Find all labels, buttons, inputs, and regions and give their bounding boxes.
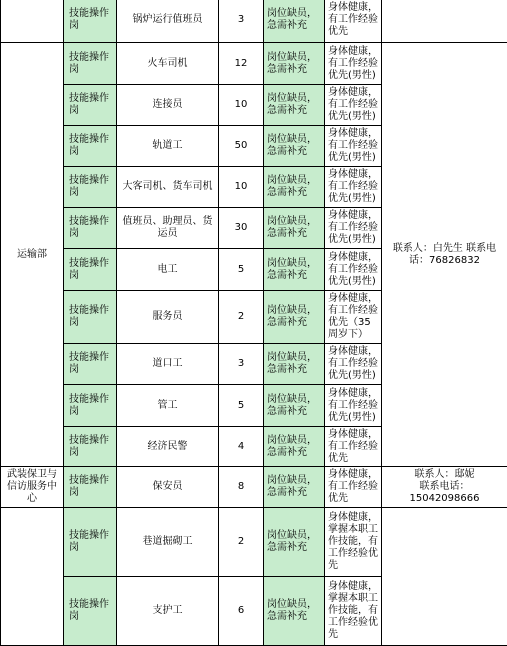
requirement-cell: 身体健康，掌握本职工作技能，有工作经验优先 xyxy=(325,508,382,577)
requirement-cell: 身体健康，有工作经验优先(男性) xyxy=(325,85,382,126)
department-cell xyxy=(1,508,64,646)
position-cell: 电工 xyxy=(117,249,219,291)
position-cell: 保安员 xyxy=(117,467,219,508)
requirement-cell: 身体健康，有工作经验优先(男性) xyxy=(325,385,382,427)
requirement-cell: 身体健康，有工作经验优先 xyxy=(325,427,382,467)
count-cell: 4 xyxy=(219,427,264,467)
count-cell: 3 xyxy=(219,0,264,43)
position-cell: 连接员 xyxy=(117,85,219,126)
contact-phone-label: 联系电话： xyxy=(384,481,505,493)
job-type-cell: 技能操作岗 xyxy=(64,249,117,291)
table-row xyxy=(1,43,507,85)
requirement-cell: 身体健康，有工作经验优先（35周岁下） xyxy=(325,291,382,344)
count-cell: 8 xyxy=(219,467,264,508)
job-type-cell: 技能操作岗 xyxy=(64,0,117,43)
table-row xyxy=(1,0,507,43)
position-cell: 轨道工 xyxy=(117,126,219,167)
count-cell: 50 xyxy=(219,126,264,167)
count-cell: 2 xyxy=(219,291,264,344)
requirement-cell: 身体健康，有工作经验优先(男性) xyxy=(325,167,382,208)
count-cell: 6 xyxy=(219,577,264,646)
job-type-cell: 技能操作岗 xyxy=(64,577,117,646)
contact-cell xyxy=(382,508,507,646)
requirement-cell: 身体健康，掌握本职工作技能，有工作经验优先 xyxy=(325,577,382,646)
requirement-cell: 身体健康，有工作经验优先 xyxy=(325,0,382,43)
job-type-cell: 技能操作岗 xyxy=(64,208,117,249)
condition-cell: 岗位缺员，急需补充 xyxy=(264,291,325,344)
position-cell: 火车司机 xyxy=(117,43,219,85)
requirement-cell: 身体健康，有工作经验优先(男性) xyxy=(325,43,382,85)
job-type-cell: 技能操作岗 xyxy=(64,291,117,344)
condition-cell: 岗位缺员，急需补充 xyxy=(264,167,325,208)
job-type-cell: 技能操作岗 xyxy=(64,85,117,126)
department-cell: 武装保卫与信访服务中心 xyxy=(1,467,64,508)
condition-cell: 岗位缺员，急需补充 xyxy=(264,508,325,577)
condition-cell: 岗位缺员，急需补充 xyxy=(264,208,325,249)
count-cell: 10 xyxy=(219,167,264,208)
contact-cell xyxy=(382,467,507,508)
position-cell: 经济民警 xyxy=(117,427,219,467)
job-type-cell: 技能操作岗 xyxy=(64,344,117,385)
count-cell: 5 xyxy=(219,385,264,427)
position-cell: 巷道掘砌工 xyxy=(117,508,219,577)
condition-cell: 岗位缺员，急需补充 xyxy=(264,43,325,85)
condition-cell: 岗位缺员，急需补充 xyxy=(264,249,325,291)
contact-name: 联系人：邸妮 xyxy=(384,469,505,481)
job-type-cell: 技能操作岗 xyxy=(64,508,117,577)
job-type-cell: 技能操作岗 xyxy=(64,427,117,467)
position-cell: 道口工 xyxy=(117,344,219,385)
requirement-cell: 身体健康，有工作经验优先 xyxy=(325,467,382,508)
requirement-cell: 身体健康，有工作经验优先(男性) xyxy=(325,344,382,385)
count-cell: 12 xyxy=(219,43,264,85)
condition-cell: 岗位缺员，急需补充 xyxy=(264,577,325,646)
count-cell: 2 xyxy=(219,508,264,577)
table-row xyxy=(1,467,507,508)
condition-cell: 岗位缺员，急需补充 xyxy=(264,467,325,508)
condition-cell: 岗位缺员，急需补充 xyxy=(264,427,325,467)
department-cell: 运输部 xyxy=(1,43,64,467)
job-type-cell: 技能操作岗 xyxy=(64,43,117,85)
requirement-cell: 身体健康，有工作经验优先(男性) xyxy=(325,208,382,249)
contact-cell: 联系人：白先生 联系电话：76826832 xyxy=(382,43,507,467)
job-type-cell: 技能操作岗 xyxy=(64,167,117,208)
position-cell: 大客司机、货车司机 xyxy=(117,167,219,208)
position-cell: 管工 xyxy=(117,385,219,427)
requirement-cell: 身体健康，有工作经验优先(男性) xyxy=(325,126,382,167)
department-cell xyxy=(1,0,64,43)
requirement-cell: 身体健康，有工作经验优先(男性) xyxy=(325,249,382,291)
condition-cell: 岗位缺员，急需补充 xyxy=(264,385,325,427)
position-cell: 锅炉运行值班员 xyxy=(117,0,219,43)
contact-phone: 15042098666 xyxy=(384,493,505,505)
count-cell: 3 xyxy=(219,344,264,385)
count-cell: 30 xyxy=(219,208,264,249)
job-type-cell: 技能操作岗 xyxy=(64,126,117,167)
table-row xyxy=(1,508,507,577)
position-cell: 值班员、助理员、货运员 xyxy=(117,208,219,249)
count-cell: 5 xyxy=(219,249,264,291)
position-cell: 支护工 xyxy=(117,577,219,646)
condition-cell: 岗位缺员，急需补充 xyxy=(264,85,325,126)
position-cell: 服务员 xyxy=(117,291,219,344)
condition-cell: 岗位缺员，急需补充 xyxy=(264,344,325,385)
job-type-cell: 技能操作岗 xyxy=(64,467,117,508)
job-type-cell: 技能操作岗 xyxy=(64,385,117,427)
count-cell: 10 xyxy=(219,85,264,126)
condition-cell: 岗位缺员，急需补充 xyxy=(264,0,325,43)
condition-cell: 岗位缺员，急需补充 xyxy=(264,126,325,167)
contact-cell xyxy=(382,0,507,43)
